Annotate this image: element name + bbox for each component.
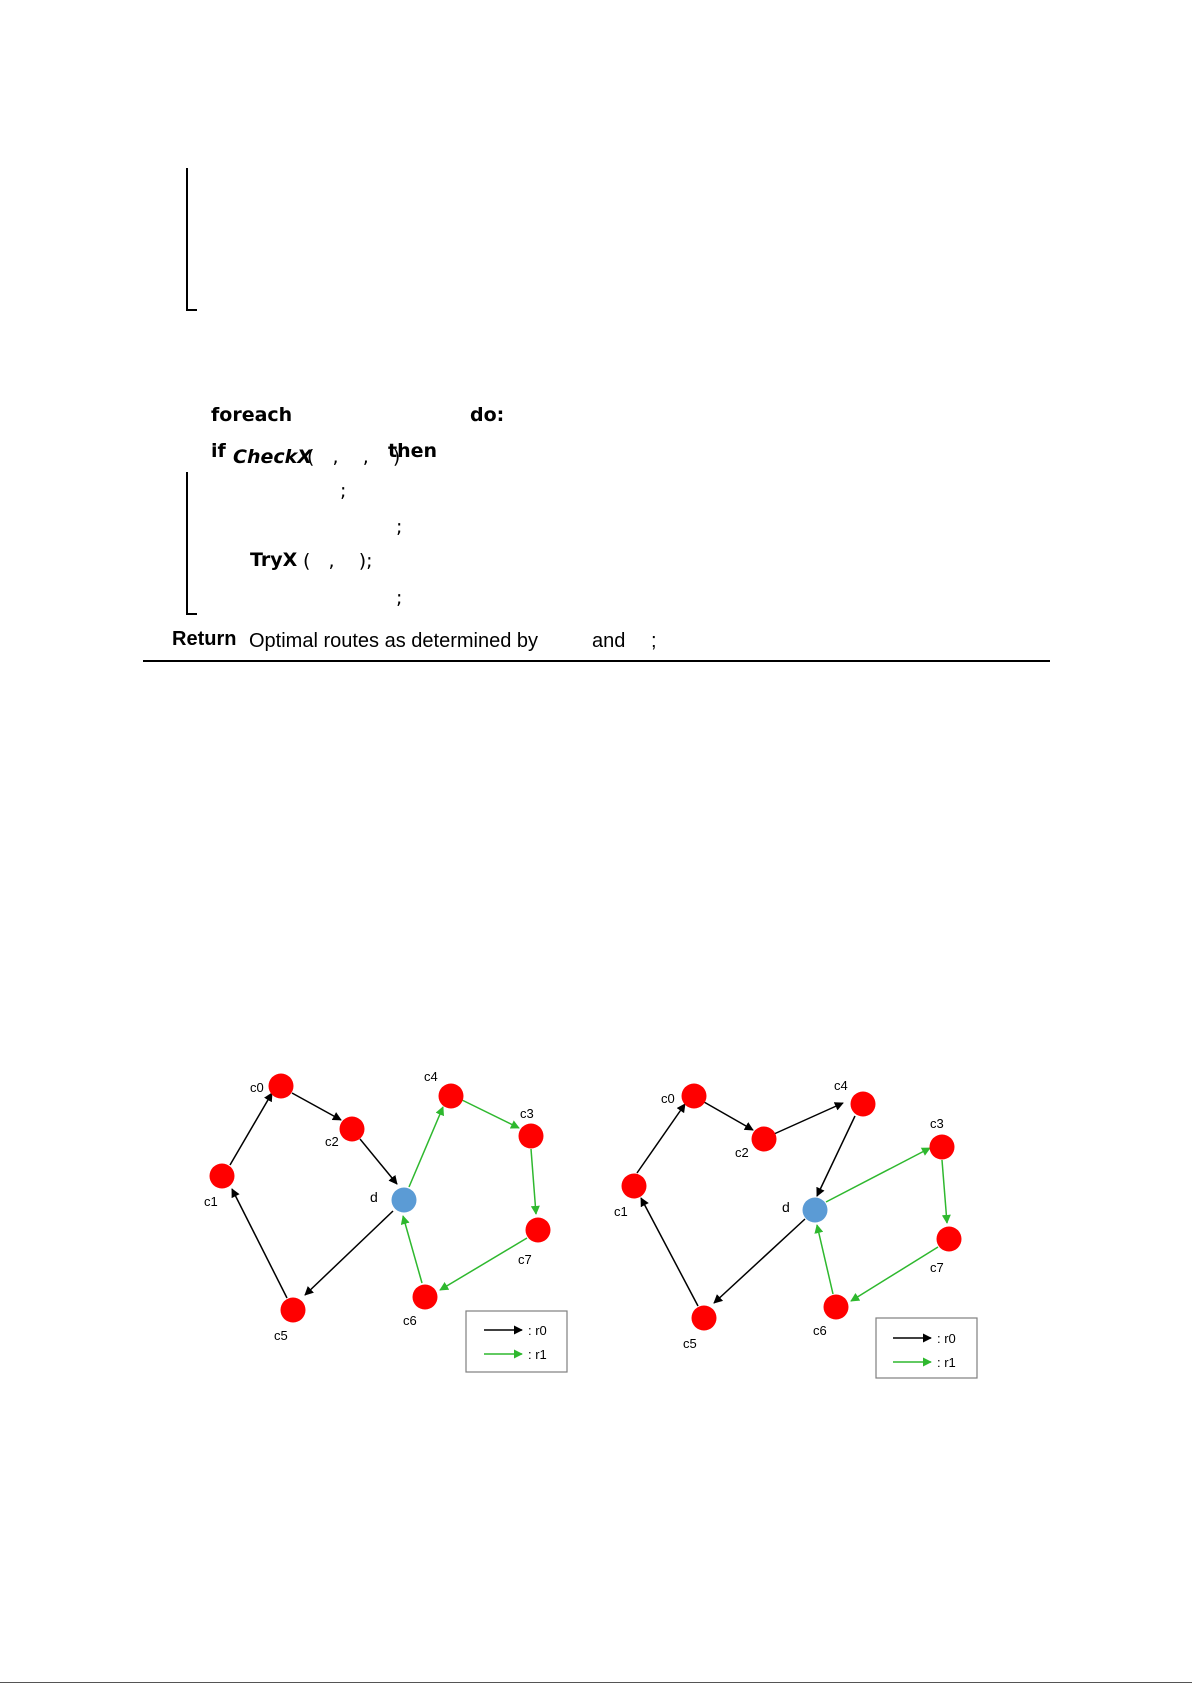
node-c6 — [413, 1285, 438, 1310]
right-route-diagram — [614, 1078, 977, 1378]
label-c3: c3 — [930, 1116, 944, 1131]
edge-r0-d-c5 — [714, 1219, 805, 1303]
legend-r1-label: : r1 — [937, 1355, 956, 1370]
node-c4 — [439, 1084, 464, 1109]
edge-r1-c3-c7 — [531, 1149, 536, 1214]
label-c6: c6 — [813, 1323, 827, 1338]
label-c3: c3 — [520, 1106, 534, 1121]
tryx-arguments: ( , ); — [303, 550, 373, 572]
legend-r1-label: : r1 — [528, 1347, 547, 1362]
node-c2 — [752, 1127, 777, 1152]
node-c7 — [937, 1227, 962, 1252]
node-c6 — [824, 1295, 849, 1320]
legend-r0-label: : r0 — [528, 1323, 547, 1338]
edge-r0-c0-c2 — [704, 1102, 753, 1130]
label-c1: c1 — [204, 1194, 218, 1209]
legend-box — [466, 1311, 567, 1372]
label-c5: c5 — [274, 1328, 288, 1343]
edge-r1-c6-d — [403, 1216, 422, 1283]
label-c5: c5 — [683, 1336, 697, 1351]
node-depot-d — [803, 1198, 828, 1223]
edge-r0-c1-c0 — [230, 1093, 272, 1165]
label-c6: c6 — [403, 1313, 417, 1328]
edge-r0-c2-d — [360, 1139, 397, 1184]
legend-r0-label: : r0 — [937, 1331, 956, 1346]
statement-semicolon-2: ; — [396, 516, 403, 538]
node-c1 — [622, 1174, 647, 1199]
node-c4 — [851, 1092, 876, 1117]
node-c5 — [692, 1306, 717, 1331]
node-c3 — [930, 1135, 955, 1160]
node-c0 — [682, 1084, 707, 1109]
label-c4: c4 — [424, 1069, 438, 1084]
page-footer-rule — [0, 1682, 1192, 1683]
statement-semicolon-1: ; — [340, 480, 347, 502]
return-keyword: Return — [172, 628, 237, 650]
return-and: and — [592, 630, 626, 652]
return-semicolon: ; — [651, 630, 657, 652]
label-c2: c2 — [735, 1145, 749, 1160]
node-c0 — [269, 1074, 294, 1099]
edge-r0-c1-c0 — [637, 1104, 685, 1173]
left-route-diagram — [204, 1069, 567, 1372]
node-c1 — [210, 1164, 235, 1189]
edge-r0-c5-c1 — [641, 1198, 698, 1306]
label-c2: c2 — [325, 1134, 339, 1149]
label-c7: c7 — [930, 1260, 944, 1275]
edge-r1-c7-c6 — [440, 1238, 527, 1290]
foreach-keyword: foreach — [211, 404, 293, 426]
node-c7 — [526, 1218, 551, 1243]
edge-r0-c5-c1 — [232, 1189, 287, 1298]
return-description: Optimal routes as determined by — [249, 630, 539, 652]
do-keyword: do: — [470, 404, 505, 426]
edge-r0-c2-c4 — [774, 1103, 843, 1134]
label-c0: c0 — [250, 1080, 264, 1095]
tryx-function: TryX — [250, 549, 298, 571]
edge-r0-c4-d — [817, 1116, 855, 1196]
label-d: d — [370, 1189, 378, 1205]
label-c0: c0 — [661, 1091, 675, 1106]
edge-r1-c4-c3 — [462, 1100, 519, 1128]
label-c7: c7 — [518, 1252, 532, 1267]
statement-semicolon-3: ; — [396, 587, 403, 609]
edge-r1-c7-c6 — [851, 1247, 938, 1301]
node-c5 — [281, 1298, 306, 1323]
legend-box — [876, 1318, 977, 1378]
node-depot-d — [392, 1188, 417, 1213]
if-keyword: if — [211, 440, 226, 462]
edge-r1-c6-d — [817, 1225, 833, 1294]
label-c4: c4 — [834, 1078, 848, 1093]
checkx-function: CheckX — [233, 446, 312, 468]
then-keyword: then — [388, 440, 438, 462]
edge-r1-c3-c7 — [942, 1160, 947, 1223]
edge-r1-d-c3 — [826, 1148, 930, 1202]
edge-r0-c0-c2 — [292, 1093, 341, 1120]
node-c3 — [519, 1124, 544, 1149]
label-c1: c1 — [614, 1204, 628, 1219]
edge-r1-d-c4 — [409, 1107, 443, 1187]
label-d: d — [782, 1199, 790, 1215]
checkx-arguments: ( , , ) — [307, 446, 401, 468]
edge-r0-d-c5 — [305, 1211, 393, 1295]
node-c2 — [340, 1117, 365, 1142]
